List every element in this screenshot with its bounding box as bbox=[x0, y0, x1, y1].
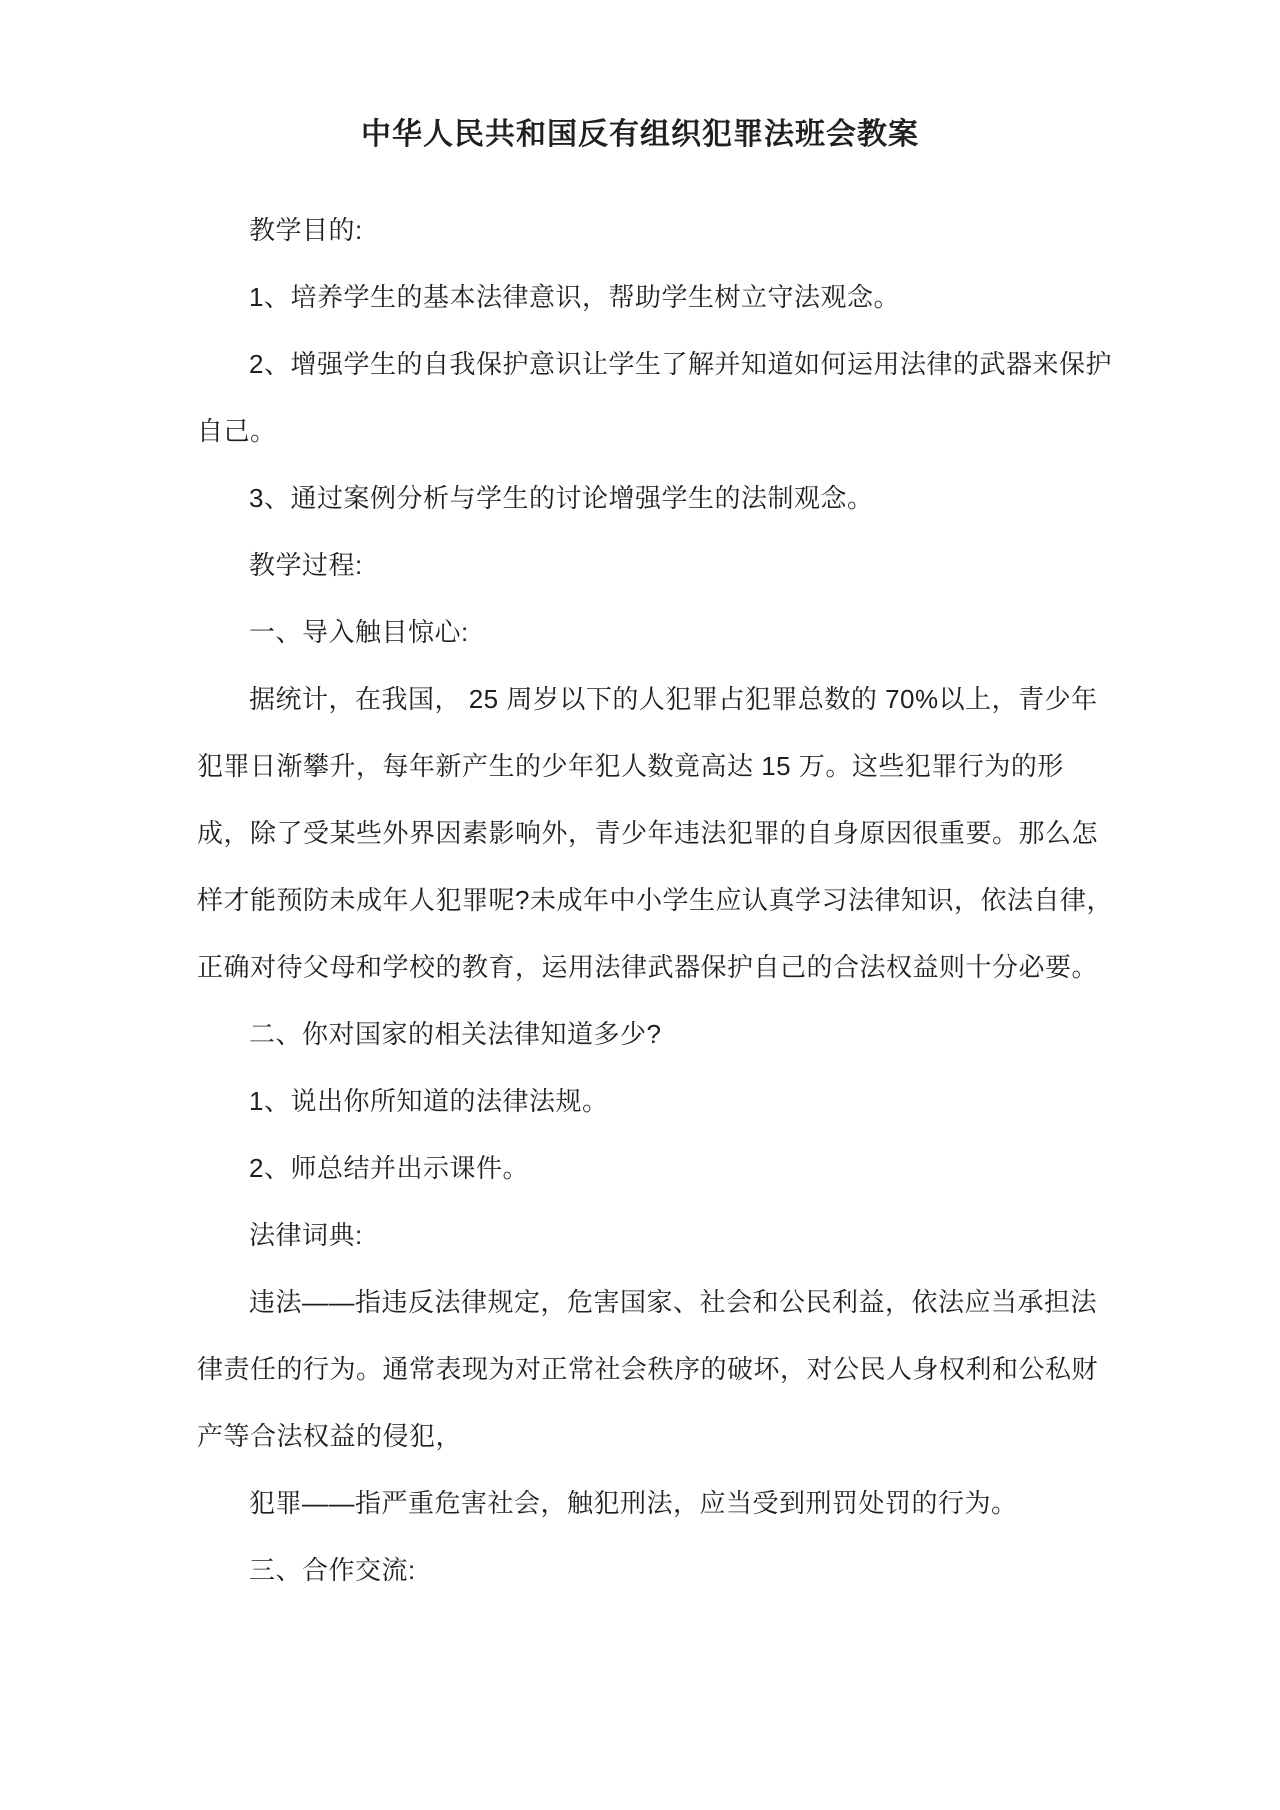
text-line-statistics-paragraph-1: 据统计，在我国， 25 周岁以下的人犯罪占犯罪总数的 70%以上，青少年 bbox=[249, 684, 1098, 714]
text-line-illegal-definition-3: 产等合法权益的侵犯， bbox=[197, 1421, 463, 1451]
text-line-statistics-paragraph-5: 正确对待父母和学校的教育，运用法律武器保护自己的合法权益则十分必要。 bbox=[197, 952, 1099, 982]
text-line-teaching-objectives-heading: 教学目的: bbox=[249, 215, 363, 245]
text-line-illegal-definition-1: 违法——指违反法律规定，危害国家、社会和公民利益，依法应当承担法 bbox=[249, 1287, 1098, 1317]
text-line-section-1-heading: 一、导入触目惊心: bbox=[249, 617, 469, 647]
text-line-law-dictionary-heading: 法律词典: bbox=[249, 1220, 363, 1250]
text-line-statistics-paragraph-2: 犯罪日渐攀升，每年新产生的少年犯人数竟高达 15 万。这些犯罪行为的形 bbox=[197, 751, 1064, 781]
text-line-crime-definition: 犯罪——指严重危害社会，触犯刑法，应当受到刑罚处罚的行为。 bbox=[249, 1488, 1018, 1518]
text-line-objective-2: 2、增强学生的自我保护意识让学生了解并知道如何运用法律的武器来保护 bbox=[249, 349, 1112, 379]
text-line-statistics-paragraph-4: 样才能预防未成年人犯罪呢?未成年中小学生应认真学习法律知识，依法自律， bbox=[197, 885, 1113, 915]
text-line-section-3-heading: 三、合作交流: bbox=[249, 1555, 416, 1585]
text-line-objective-1: 1、培养学生的基本法律意识，帮助学生树立守法观念。 bbox=[249, 282, 900, 312]
text-line-objective-3: 3、通过案例分析与学生的讨论增强学生的法制观念。 bbox=[249, 483, 874, 513]
document-body bbox=[197, 195, 1113, 1602]
text-line-teaching-process-heading: 教学过程: bbox=[249, 550, 363, 580]
text-line-objective-2-continuation: 自己。 bbox=[197, 416, 277, 446]
text-line-section-2-item-1: 1、说出你所知道的法律法规。 bbox=[249, 1086, 609, 1116]
document-title: 中华人民共和国反有组织犯罪法班会教案 bbox=[361, 118, 919, 151]
text-line-statistics-paragraph-3: 成，除了受某些外界因素影响外，青少年违法犯罪的自身原因很重要。那么怎 bbox=[197, 818, 1099, 848]
text-line-illegal-definition-2: 律责任的行为。通常表现为对正常社会秩序的破坏，对公民人身权利和公私财 bbox=[197, 1354, 1099, 1384]
text-line-section-2-heading: 二、你对国家的相关法律知道多少? bbox=[249, 1019, 662, 1049]
text-line-section-2-item-2: 2、师总结并出示课件。 bbox=[249, 1153, 529, 1183]
